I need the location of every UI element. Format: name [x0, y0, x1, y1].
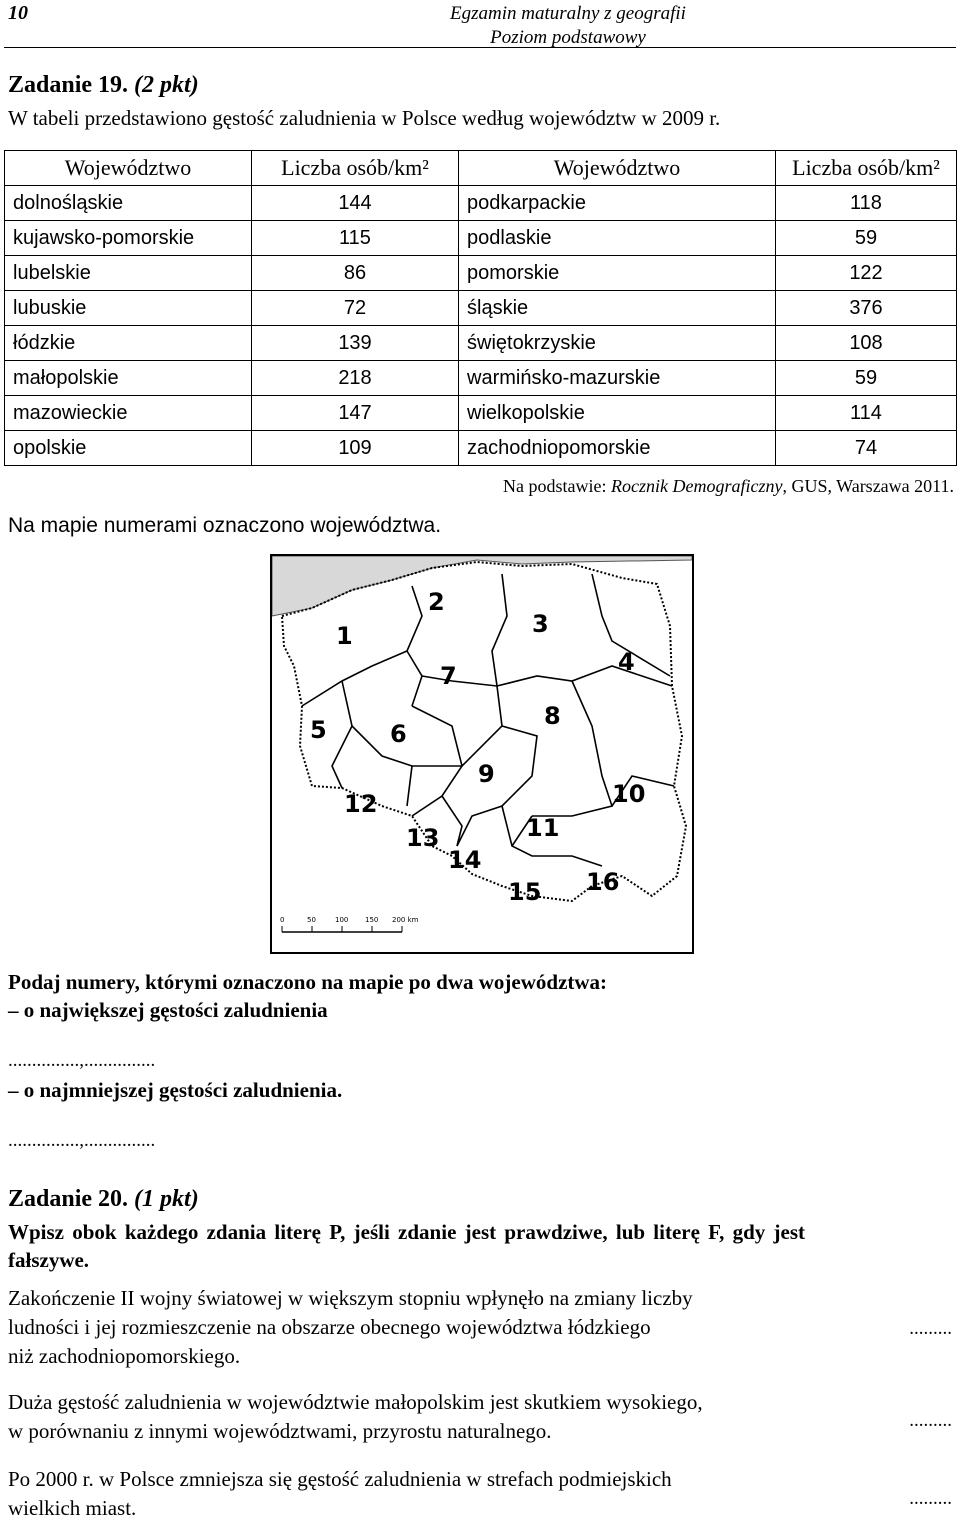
- statement-2: [8, 1388, 703, 1446]
- table-row: [5, 291, 957, 326]
- region-name-cell: dolnośląskie: [5, 186, 252, 221]
- density-value-cell: 115: [252, 221, 459, 256]
- region-name-cell: pomorskie: [459, 256, 776, 291]
- answer-field-a[interactable]: ...............,...............: [8, 1050, 156, 1071]
- map-number-6: 6: [390, 720, 407, 748]
- statement-3-line2: wielkich miast.: [8, 1496, 137, 1520]
- region-name-cell: wielkopolskie: [459, 396, 776, 431]
- density-value-cell: 59: [776, 221, 957, 256]
- map-number-3: 3: [532, 610, 549, 638]
- task19-part-b: – o najmniejszej gęstości zaludnienia.: [8, 1078, 343, 1102]
- col-header-region-2: Województwo: [459, 151, 776, 186]
- task19-intro: W tabeli przedstawiono gęstość zaludnienia w Polsce według województw w 2009 r.: [8, 106, 721, 130]
- table-source: [503, 476, 954, 497]
- region-name-cell: podkarpackie: [459, 186, 776, 221]
- map-number-7: 7: [440, 662, 457, 690]
- task19-number: Zadanie 19.: [8, 72, 129, 98]
- map-number-11: 11: [526, 814, 560, 842]
- map-number-8: 8: [544, 702, 561, 730]
- statement-3: [8, 1465, 672, 1523]
- scale-bar: [278, 914, 419, 944]
- map-number-9: 9: [478, 760, 495, 788]
- region-name-cell: lubelskie: [5, 256, 252, 291]
- map-drawing: [272, 556, 692, 952]
- map-number-16: 16: [586, 868, 620, 896]
- task20-instruction-line2: fałszywe.: [8, 1248, 90, 1272]
- voivodeship-map: [270, 554, 694, 954]
- map-caption: Na mapie numerami oznaczono województwa.: [8, 514, 442, 537]
- scale-label-50: 50: [307, 916, 316, 924]
- statement-3-answer[interactable]: .........: [909, 1488, 952, 1509]
- col-header-density-2: Liczba osób/km²: [776, 151, 957, 186]
- region-name-cell: łódzkie: [5, 326, 252, 361]
- region-name-cell: podlaskie: [459, 221, 776, 256]
- baltic-sea: [272, 556, 692, 616]
- map-number-12: 12: [344, 790, 378, 818]
- density-value-cell: 108: [776, 326, 957, 361]
- table-row: [5, 326, 957, 361]
- task20-title: [8, 1186, 199, 1213]
- region-name-cell: warmińsko-mazurskie: [459, 361, 776, 396]
- map-number-2: 2: [428, 588, 445, 616]
- statement-1-line2: ludności i jej rozmieszczenie na obszarze obecnego województwa łódzkiego: [8, 1315, 651, 1339]
- scale-label-150: 150: [365, 916, 379, 924]
- exam-header: [438, 2, 698, 50]
- table-row: [5, 256, 957, 291]
- statement-2-answer[interactable]: .........: [909, 1410, 952, 1431]
- table-row: [5, 186, 957, 221]
- map-number-13: 13: [406, 824, 440, 852]
- task19-part-a: – o największej gęstości zaludnienia: [8, 998, 328, 1022]
- density-value-cell: 118: [776, 186, 957, 221]
- region-name-cell: lubuskie: [5, 291, 252, 326]
- task20-instruction-line1: Wpisz obok każdego zdania literę P, jeśli zdanie jest prawdziwe, lub literę F, gdy jest: [8, 1220, 805, 1244]
- task20-points: (1 pkt): [134, 1186, 199, 1212]
- task19-title: [8, 72, 199, 99]
- statement-2-line1: Duża gęstość zaludnienia w województwie małopolskim jest skutkiem wysokiego,: [8, 1390, 703, 1414]
- answer-field-b[interactable]: ...............,...............: [8, 1130, 156, 1151]
- page-number: 10: [8, 2, 28, 24]
- region-name-cell: małopolskie: [5, 361, 252, 396]
- density-table: [4, 150, 957, 466]
- statement-2-line2: w porównaniu z innymi województwami, przyrostu naturalnego.: [8, 1419, 552, 1443]
- scale-label-100: 100: [335, 916, 349, 924]
- table-row: [5, 221, 957, 256]
- region-name-cell: mazowieckie: [5, 396, 252, 431]
- density-value-cell: 72: [252, 291, 459, 326]
- density-value-cell: 218: [252, 361, 459, 396]
- region-name-cell: zachodniopomorskie: [459, 431, 776, 466]
- col-header-region-1: Województwo: [5, 151, 252, 186]
- density-value-cell: 139: [252, 326, 459, 361]
- exam-level: Poziom podstawowy: [490, 27, 646, 48]
- table-row: [5, 431, 957, 466]
- density-value-cell: 114: [776, 396, 957, 431]
- table-row: [5, 396, 957, 431]
- task19-question: Podaj numery, którymi oznaczono na mapie po dwa województwa:: [8, 970, 608, 994]
- map-number-10: 10: [612, 780, 646, 808]
- statement-1-line1: Zakończenie II wojny światowej w większym stopniu wpłynęło na zmiany liczby: [8, 1286, 693, 1310]
- map-number-5: 5: [310, 716, 327, 744]
- header-divider: [4, 47, 956, 48]
- map-number-15: 15: [508, 878, 542, 906]
- density-value-cell: 59: [776, 361, 957, 396]
- density-value-cell: 86: [252, 256, 459, 291]
- density-value-cell: 122: [776, 256, 957, 291]
- region-name-cell: śląskie: [459, 291, 776, 326]
- map-number-14: 14: [448, 846, 482, 874]
- source-title: Rocznik Demograficzny: [611, 476, 783, 496]
- scale-label-0: 0: [280, 916, 285, 924]
- exam-title: Egzamin maturalny z geografii: [450, 3, 686, 24]
- region-name-cell: kujawsko-pomorskie: [5, 221, 252, 256]
- scale-label-200: 200 km: [392, 916, 419, 924]
- task19-points: (2 pkt): [134, 72, 199, 98]
- map-number-1: 1: [336, 622, 353, 650]
- task20-number: Zadanie 20.: [8, 1186, 129, 1212]
- density-value-cell: 74: [776, 431, 957, 466]
- density-value-cell: 144: [252, 186, 459, 221]
- region-name-cell: opolskie: [5, 431, 252, 466]
- density-value-cell: 147: [252, 396, 459, 431]
- statement-1-line3: niż zachodniopomorskiego.: [8, 1344, 241, 1368]
- density-value-cell: 109: [252, 431, 459, 466]
- table-row: [5, 361, 957, 396]
- statement-1: [8, 1284, 693, 1371]
- col-header-density-1: Liczba osób/km²: [252, 151, 459, 186]
- statement-1-answer[interactable]: .........: [909, 1318, 952, 1339]
- density-value-cell: 376: [776, 291, 957, 326]
- map-number-4: 4: [618, 648, 635, 676]
- source-suffix: , GUS, Warszawa 2011.: [782, 476, 954, 496]
- table-header-row: [5, 151, 957, 186]
- voivodeship-borders: [302, 574, 674, 866]
- region-name-cell: świętokrzyskie: [459, 326, 776, 361]
- source-prefix: Na podstawie:: [503, 476, 611, 496]
- statement-3-line1: Po 2000 r. w Polsce zmniejsza się gęstość zaludnienia w strefach podmiejskich: [8, 1467, 672, 1491]
- country-border: [282, 562, 686, 901]
